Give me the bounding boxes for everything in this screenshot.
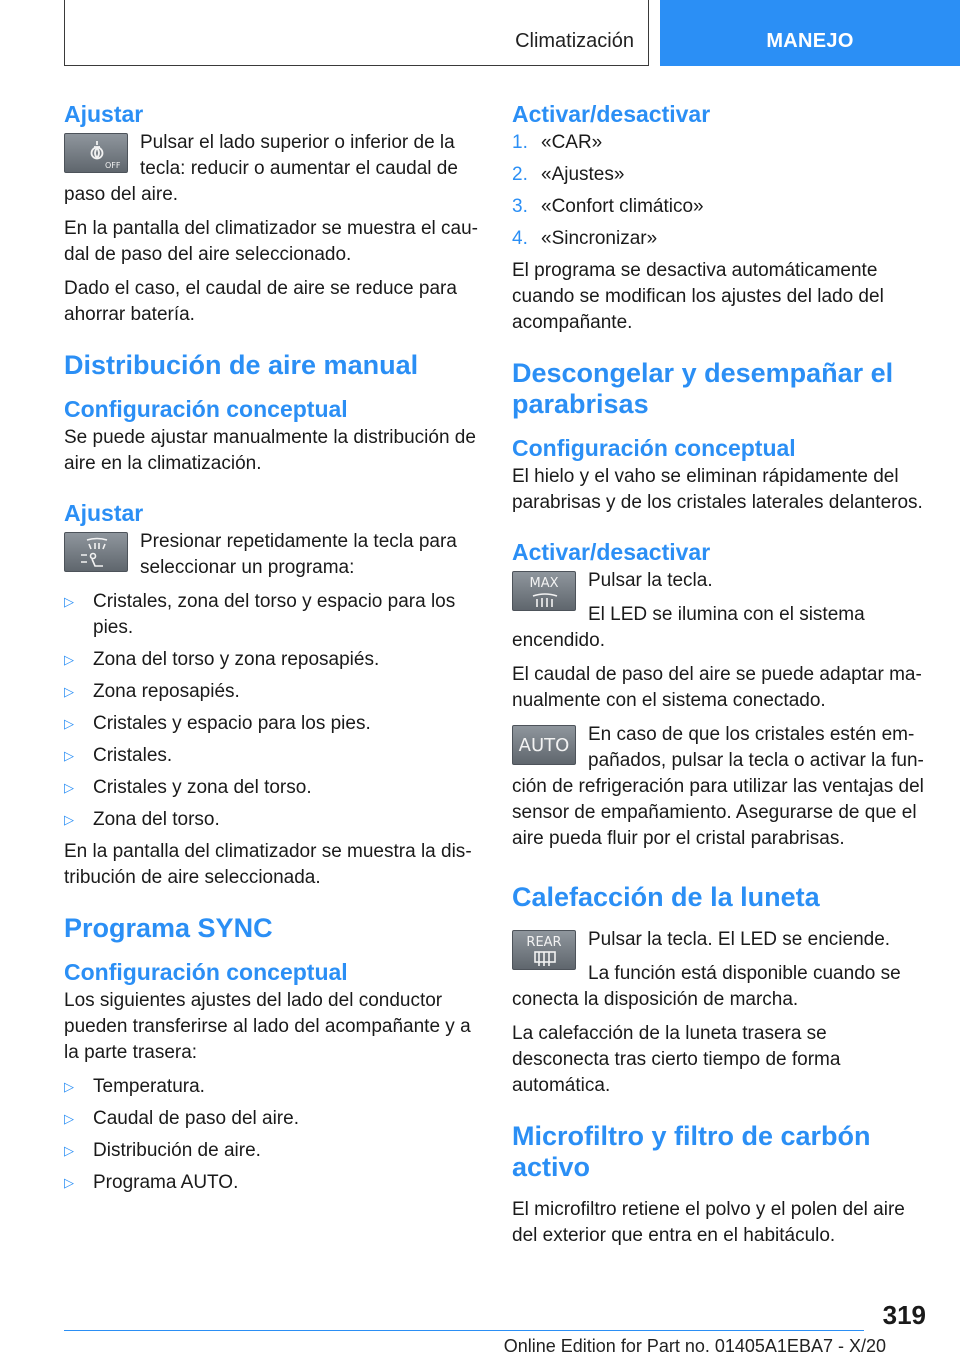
list-item: 4. «Sincronizar» <box>512 228 658 249</box>
sync-settings-list <box>64 1074 479 1196</box>
heading-config-conceptual-2: Configuración conceptual <box>64 959 348 985</box>
ajustar-p3: Dado el caso, el caudal de aire se reduce para ahorrar batería. <box>64 278 457 325</box>
triangle-bullet-icon: ▷ <box>64 716 74 731</box>
rear-defrost-button-icon: REAR <box>512 930 576 970</box>
footer-edition: Online Edition for Part no. 01405A1EBA7 - X/20 <box>503 1336 886 1356</box>
ajustar-p2: En la pantalla del climatizador se muestra el caudal de paso del aire seleccionado. <box>64 218 478 265</box>
distribution-program-list <box>64 589 479 833</box>
list-item: 2. «Ajustes» <box>512 164 625 185</box>
list-item: ▷ Programa AUTO. <box>64 1170 479 1196</box>
distribucion-after-text: En la pantalla del climatizador se muestra la distribución de aire seleccionada. <box>64 841 472 888</box>
heading-ajustar: Ajustar <box>64 101 144 127</box>
list-item: 1. «CAR» <box>512 132 603 153</box>
triangle-bullet-icon: ▷ <box>64 1175 74 1190</box>
ajustar-2-text: Presionar repetidamente la tecla para seleccionar un programa: <box>140 531 457 578</box>
heading-activar-2: Activar/desactivar <box>512 539 711 565</box>
heading-luneta: Calefacción de la luneta <box>512 882 820 912</box>
list-item: ▷ Temperatura. <box>64 1074 479 1100</box>
list-item: ▷ Caudal de paso del aire. <box>64 1106 479 1132</box>
list-item: ▷ Cristales y espacio para los pies. <box>64 711 479 737</box>
fan-button-icon <box>64 133 128 173</box>
microfiltro-text: El microfiltro retiene el polvo y el polen del aire del exterior que entra en el habitáculo. <box>512 1199 905 1246</box>
auto-button-icon: AUTO <box>512 725 576 765</box>
header-chapter-label: MANEJO <box>766 30 854 52</box>
max-p2: El LED se ilumina con el sistema encendido. <box>512 604 865 651</box>
left-column <box>64 100 479 1202</box>
page-number: 319 <box>882 1300 926 1330</box>
list-item: ▷ Distribución de aire. <box>64 1138 479 1164</box>
list-item: 3. «Confort climático» <box>512 196 704 217</box>
list-item: ▷ Zona del torso. <box>64 807 479 833</box>
list-item: ▷ Zona del torso y zona reposapiés. <box>64 647 479 673</box>
heading-distribucion: Distribución de aire manual <box>64 350 419 380</box>
heading-activar-1: Activar/desactivar <box>512 101 711 127</box>
list-item: ▷ Cristales. <box>64 743 479 769</box>
heading-config-conceptual-1: Configuración conceptual <box>64 396 348 422</box>
triangle-bullet-icon: ▷ <box>64 652 74 667</box>
header-section-box <box>64 0 649 66</box>
page-header <box>64 0 960 66</box>
luneta-p1: Pulsar la tecla. El LED se enciende. <box>588 929 891 950</box>
list-item: ▷ Cristales, zona del torso y espacio para los pies. <box>64 591 456 638</box>
heading-descongelar: Descongelar y desempañar el parabrisas <box>512 358 894 419</box>
header-chapter-tab <box>660 0 960 66</box>
triangle-bullet-icon: ▷ <box>64 1079 74 1094</box>
fan-off-text: OFF <box>105 161 121 170</box>
heading-microfiltro: Microfiltro y filtro de carbón activo <box>512 1121 871 1182</box>
activar-1-text: El programa se desactiva automáticamente cuando se modifican los ajustes del lado del acompañante. <box>512 260 884 333</box>
sync-concept-text: Los siguientes ajustes del lado del conductor pueden transferirse al lado del acompañante y a la parte trasera: <box>64 990 471 1063</box>
sync-steps-list <box>512 130 927 252</box>
heading-sync: Programa SYNC <box>64 913 273 943</box>
triangle-bullet-icon: ▷ <box>64 780 74 795</box>
descongelar-concept-text: El hielo y el vaho se eliminan rápidamente del parabrisas y de los cristales laterales delanteros. <box>512 466 923 513</box>
distribucion-concept-text: Se puede ajustar manualmente la distribución de aire en la climatización. <box>64 427 476 474</box>
ajustar-text: Pulsar el lado superior o inferior de la tecla: reducir o aumentar el caudal de paso del aire. <box>64 132 458 205</box>
triangle-bullet-icon: ▷ <box>64 1111 74 1126</box>
triangle-bullet-icon: ▷ <box>64 1143 74 1158</box>
triangle-bullet-icon: ▷ <box>64 594 74 609</box>
header-section-title: Climatización <box>515 30 634 52</box>
luneta-p2: La función está disponible cuando se conecta la disposición de marcha. <box>512 963 901 1010</box>
air-distribution-button-icon <box>64 532 128 572</box>
max-p1: Pulsar la tecla. <box>588 570 713 591</box>
triangle-bullet-icon: ▷ <box>64 748 74 763</box>
heading-ajustar-2: Ajustar <box>64 500 144 526</box>
footer-divider <box>64 1330 864 1331</box>
right-column <box>512 100 927 1257</box>
triangle-bullet-icon: ▷ <box>64 812 74 827</box>
list-item: ▷ Cristales y zona del torso. <box>64 775 479 801</box>
list-item: ▷ Zona reposapiés. <box>64 679 479 705</box>
descongelar-p3: El caudal de paso del aire se puede adaptar manualmente con el sistema conectado. <box>512 664 922 711</box>
max-defrost-button-icon: MAX <box>512 571 576 611</box>
triangle-bullet-icon: ▷ <box>64 684 74 699</box>
heading-config-conceptual-3: Configuración conceptual <box>512 435 796 461</box>
luneta-p3: La calefacción de la luneta trasera se desconecta tras cierto tiempo de forma automática. <box>512 1023 841 1096</box>
auto-text: En caso de que los cristales estén empañados, pulsar la tecla o activar la función de refrigeración para utilizar las ventajas del sensor de empañamiento. Asegurarse de que el aire pueda fluir por el cristal parabrisas. <box>512 724 924 849</box>
